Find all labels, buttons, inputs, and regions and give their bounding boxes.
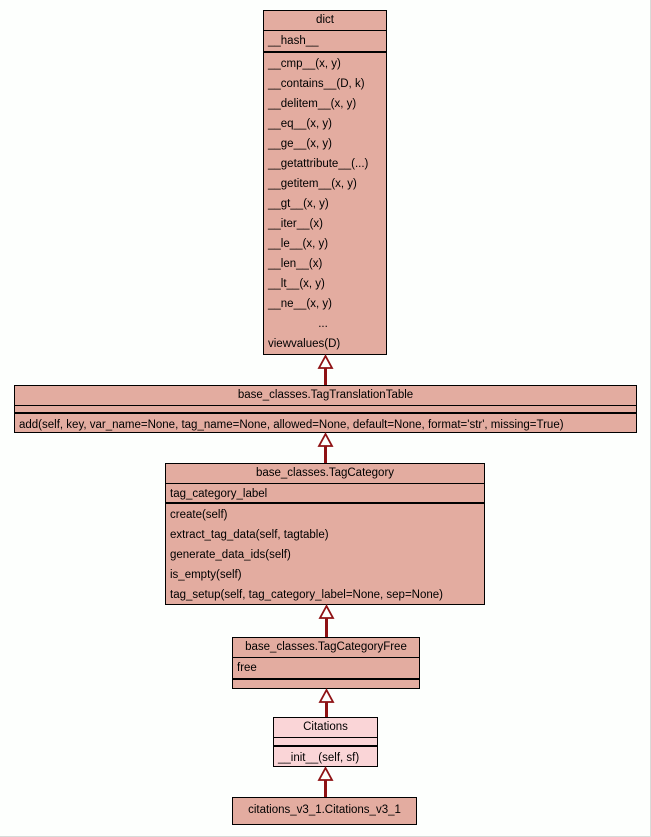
class-title: citations_v3_1.Citations_v3_1 [248,804,401,816]
hollow-triangle-arrowhead [319,768,332,780]
class-title: base_classes.TagCategory [166,464,484,484]
method-row: add(self, key, var_name=None, tag_name=None, allowed=None, default=None, format='str', missing=True) [19,419,564,431]
methods-section [233,680,419,688]
class-box-tag-category[interactable] [165,463,485,605]
attribute-row: free [237,662,257,674]
method-row: is_empty(self) [170,569,242,581]
method-row: __le__(x, y) [268,238,329,250]
class-box-citations-v3-1[interactable] [232,797,417,825]
hollow-triangle-arrowhead [319,356,332,368]
methods-section [166,504,484,604]
method-row: __eq__(x, y) [268,118,332,130]
inheritance-arrow-tag-category-free-to-tag-category [320,606,333,637]
method-row: extract_tag_data(self, tagtable) [170,529,329,541]
attributes-section [166,484,484,504]
class-title: dict [264,11,386,31]
method-row: __init__(self, sf) [278,752,360,764]
methods-section [264,53,386,354]
method-row: __cmp__(x, y) [268,58,341,70]
class-title: base_classes.TagTranslationTable [15,386,636,406]
method-row: __ne__(x, y) [268,298,332,310]
inheritance-arrow-citations-v3-1-to-citations [319,768,332,797]
class-title: Citations [274,718,377,738]
class-box-tag-translation-table[interactable] [14,385,637,433]
method-row: __gt__(x, y) [268,198,329,210]
attribute-row: __hash__ [268,35,319,47]
method-row: __delitem__(x, y) [268,98,357,110]
method-row: __lt__(x, y) [268,278,325,290]
inheritance-arrow-tag-translation-table-to-dict [319,356,332,385]
hollow-triangle-arrowhead [320,606,333,618]
inheritance-arrow-citations-to-tag-category-free [320,690,333,717]
hollow-triangle-arrowhead [319,434,332,446]
method-row: __ge__(x, y) [268,138,332,150]
attributes-section [274,738,377,747]
hollow-triangle-arrowhead [320,690,333,702]
attributes-section [15,406,636,414]
method-row: __iter__(x) [268,218,323,230]
attributes-section [233,658,419,680]
methods-section [274,747,377,766]
method-row: __contains__(D, k) [268,78,365,90]
method-row: generate_data_ids(self) [170,549,291,561]
method-row: viewvalues(D) [268,338,341,350]
class-box-tag-category-free[interactable] [232,637,420,689]
attributes-section [264,31,386,53]
inheritance-arrow-tag-category-to-tag-translation-table [319,434,332,463]
class-title: base_classes.TagCategoryFree [233,638,419,658]
method-row: __getitem__(x, y) [268,178,357,190]
class-box-citations[interactable] [273,717,378,767]
attribute-row: tag_category_label [170,488,268,500]
class-box-dict[interactable] [263,10,387,355]
methods-section [15,414,636,432]
method-row: __len__(x) [268,258,323,270]
method-row: __getattribute__(...) [268,158,369,170]
method-row: create(self) [170,509,228,521]
method-row: tag_setup(self, tag_category_label=None, sep=None) [170,589,443,601]
methods-ellipsis-row: ... [318,318,328,330]
